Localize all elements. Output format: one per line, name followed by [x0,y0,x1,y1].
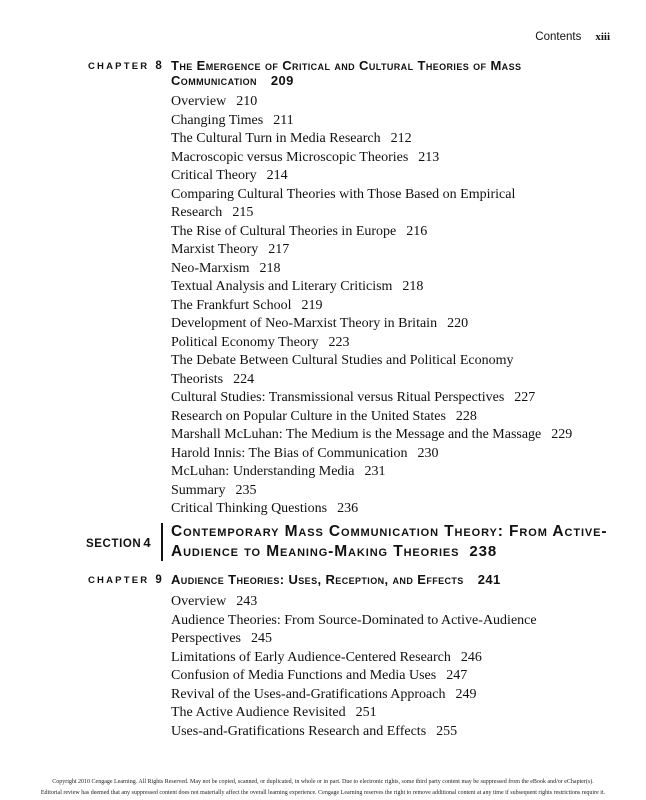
chapter-9-label [88,574,162,586]
toc-entry[interactable]: The Debate Between Cultural Studies and Political Economy Theorists 224 [171,353,514,387]
chapter-8-title[interactable] [171,58,551,88]
toc-entry[interactable]: Marxist Theory 217 [171,242,290,257]
section-4-title[interactable] [171,522,631,562]
toc-entry[interactable]: Confusion of Media Functions and Media Uses 247 [171,668,468,683]
chapter-8-entries [171,93,611,519]
section-4-label [86,535,151,550]
chapter-title-text: Audience Theories: Uses, Reception, and Effects [171,572,464,587]
page-number: xiii [595,31,610,43]
toc-entry[interactable]: Critical Thinking Questions 236 [171,501,359,516]
toc-entry[interactable]: Development of Neo-Marxist Theory in Britain 220 [171,316,469,331]
chapter-9-title[interactable] [171,572,631,587]
toc-entry[interactable]: The Rise of Cultural Theories in Europe 216 [171,223,428,239]
section-page: 238 [469,543,498,560]
toc-entry[interactable]: Summary 235 [171,482,257,498]
copyright-line-2: Editorial review has deemed that any suppressed content does not materially affect the overall learning experience. Cengage Learning reserves the right to remove additional content at any time if subsequent rights restrictions require it. [40,790,606,796]
toc-entry[interactable]: The Cultural Turn in Media Research 212 [171,131,412,146]
section-label-text: SECTION [86,538,142,550]
chapter-number: 8 [155,60,162,72]
toc-entry[interactable]: Political Economy Theory 223 [171,334,350,350]
chapter-page: 209 [270,73,294,88]
toc-entry[interactable]: Overview 210 [171,94,258,109]
toc-entry[interactable]: The Frankfurt School 219 [171,297,323,313]
copyright-line-1: Copyright 2010 Cengage Learning. All Rights Reserved. May not be copied, scanned, or duplicated, in whole or in part. Due to electronic rights, some third party content may be suppressed from the eBook and/or eChapter(s). [52,779,594,785]
toc-entry[interactable]: Audience Theories: From Source-Dominated to Active-Audience Perspectives 245 [171,612,537,646]
section-title-text: Contemporary Mass Communication Theory: From Active-Audience to Meaning-Making Theories [171,523,608,560]
running-head [535,31,610,43]
toc-entry[interactable]: Marshall McLuhan: The Medium is the Message and the Massage 229 [171,427,573,442]
toc-entry[interactable]: Neo-Marxism 218 [171,260,281,276]
chapter-title-text: The Emergence of Critical and Cultural Theories of Mass Communication [171,58,522,88]
chapter-label-text: CHAPTER [88,61,150,72]
toc-entry[interactable]: Cultural Studies: Transmissional versus Ritual Perspectives 227 [171,390,536,405]
chapter-8-label [88,60,162,72]
chapter-label-text: CHAPTER [88,575,150,586]
toc-entry[interactable]: Research on Popular Culture in the United States 228 [171,408,477,424]
toc-entry[interactable]: Revival of the Uses-and-Gratifications Approach 249 [171,686,477,702]
toc-entry[interactable]: Comparing Cultural Theories with Those Based on Empirical Research 215 [171,186,516,220]
toc-entry[interactable]: Macroscopic versus Microscopic Theories 213 [171,149,440,165]
toc-entry[interactable]: Overview 243 [171,594,258,609]
toc-entry[interactable]: Uses-and-Gratifications Research and Effects 255 [171,723,458,739]
section-number: 4 [143,535,152,550]
toc-entry[interactable]: Changing Times 211 [171,112,294,128]
toc-entry[interactable]: Critical Theory 214 [171,168,288,183]
section-divider [161,523,163,561]
chapter-number: 9 [155,574,162,586]
toc-entry[interactable]: The Active Audience Revisited 251 [171,705,377,720]
toc-entry[interactable]: Limitations of Early Audience-Centered Research 246 [171,649,482,665]
chapter-page: 241 [477,572,501,587]
running-head-label: Contents [535,31,582,43]
toc-entry[interactable]: Textual Analysis and Literary Criticism 218 [171,279,424,294]
toc-entry[interactable]: Harold Innis: The Bias of Communication 230 [171,445,439,461]
toc-entry[interactable]: McLuhan: Understanding Media 231 [171,464,386,479]
chapter-9-entries [171,593,611,741]
